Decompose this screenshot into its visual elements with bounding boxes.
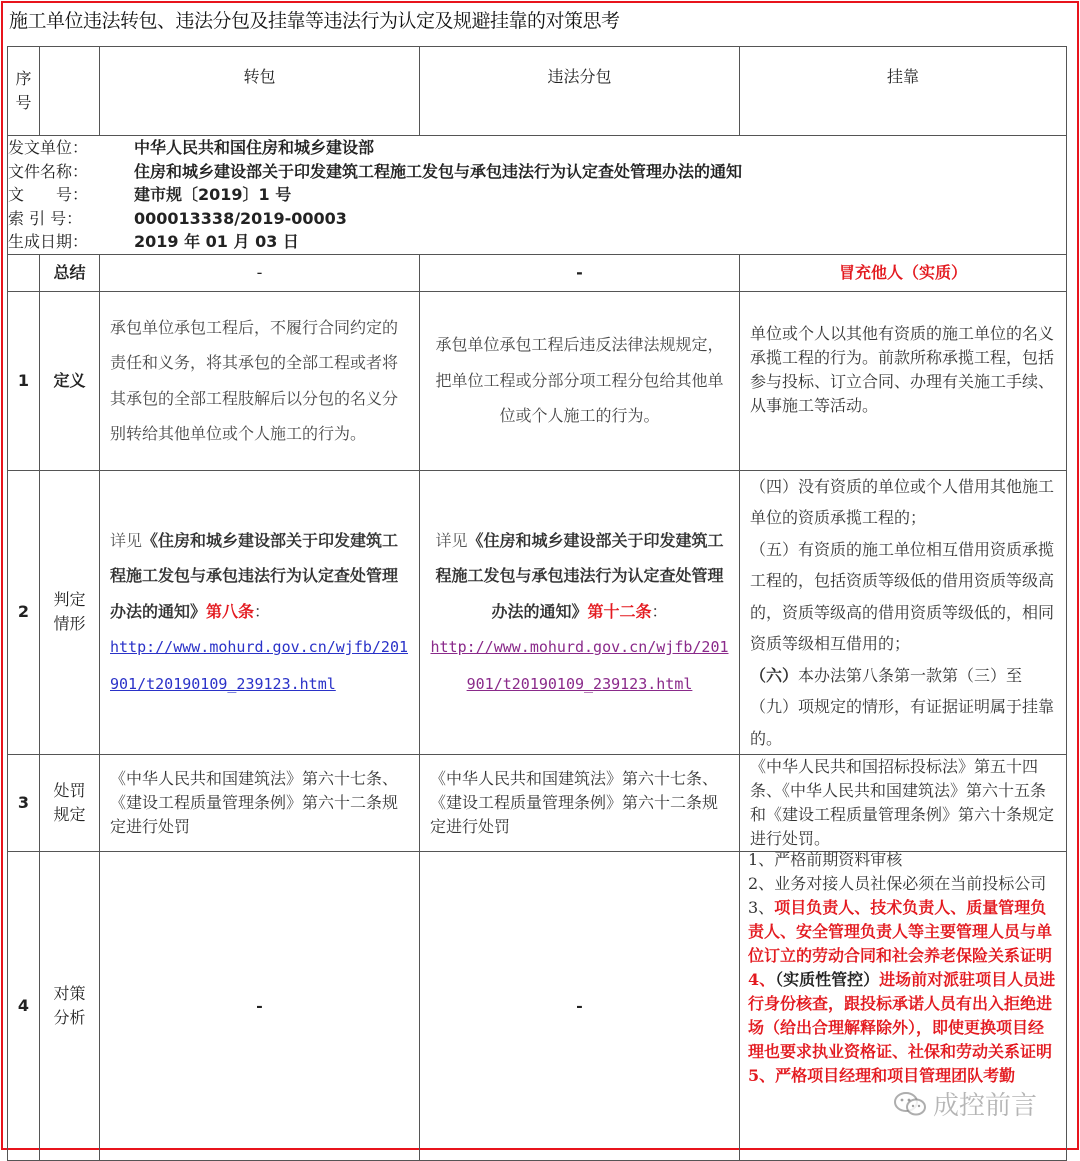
item-text: 严格前期资料审核 bbox=[774, 850, 903, 869]
colon: ： bbox=[254, 601, 271, 621]
row-label-line: 规定 bbox=[53, 805, 86, 824]
document-title: 施工单位违法转包、违法分包及挂靠等违法行为认定及规避挂靠的对策思考 bbox=[9, 10, 620, 32]
cell-text bbox=[740, 848, 1066, 1088]
header-seq bbox=[8, 47, 40, 136]
summary-label: 总结 bbox=[40, 254, 100, 291]
watermark-text: 成控前言 bbox=[933, 1091, 1038, 1121]
cell-guakao bbox=[740, 470, 1067, 755]
source-link[interactable]: http://www.mohurd.gov.cn/wjfb/201901/t20190109_239123.html bbox=[430, 638, 729, 693]
cell-guakao bbox=[740, 291, 1067, 470]
item-text: 严格项目经理和项目管理团队考勤 bbox=[775, 1066, 1016, 1085]
cell-text bbox=[740, 471, 1066, 755]
cell-fenbao bbox=[420, 755, 740, 852]
item-prefix: 2、 bbox=[748, 874, 775, 893]
table-row-penalty bbox=[8, 755, 1067, 852]
row-label-line: 情形 bbox=[53, 614, 86, 634]
criteria-item bbox=[750, 471, 1056, 534]
cell-lead: 详见 bbox=[435, 530, 468, 550]
header-guakao: 挂靠 bbox=[740, 47, 1067, 136]
table-row-criteria bbox=[8, 470, 1067, 755]
countermeasure-item bbox=[748, 848, 1058, 872]
cell-zhuanbao bbox=[100, 470, 420, 755]
header-row bbox=[8, 47, 1067, 136]
document-info bbox=[8, 136, 1067, 255]
cell-lead: 详见 bbox=[110, 530, 143, 550]
cell-zhuanbao bbox=[100, 291, 420, 470]
countermeasure-item bbox=[748, 968, 1058, 1064]
cell-text: 承包单位承包工程后，不履行合同约定的责任和义务，将其承包的全部工程或者将其承包的全部工程肢解后以分包的名义分别转给其他单位或个人施工的行为。 bbox=[110, 317, 399, 443]
info-label: 文 号： bbox=[8, 185, 89, 204]
item-tag: （实质性管控） bbox=[775, 970, 880, 989]
row-number: 3 bbox=[8, 755, 40, 852]
criteria-text: 没有资质的单位或个人借用其他施工单位的资质承揽工程的； bbox=[750, 476, 1055, 527]
table-row-definition bbox=[8, 291, 1067, 470]
article-reference: 第八条 bbox=[206, 601, 255, 621]
cell-text bbox=[100, 523, 419, 703]
header-seq-char: 序 bbox=[15, 69, 32, 88]
cell-guakao bbox=[740, 755, 1067, 852]
info-label: 生成日期： bbox=[8, 232, 89, 251]
header-label-blank bbox=[40, 47, 100, 136]
header-seq-char: 号 bbox=[15, 93, 32, 112]
row-label bbox=[40, 852, 100, 1161]
cell-text: 《中华人民共和国招标投标法》第五十四条、《中华人民共和国建筑法》第六十五条和《建设工程质量管理条例》第六十条规定进行处罚。 bbox=[750, 757, 1055, 848]
info-value: 2019 年 01 月 03 日 bbox=[134, 232, 299, 251]
row-label-line: 对策 bbox=[53, 984, 86, 1003]
cell-zhuanbao bbox=[100, 755, 420, 852]
countermeasure-item bbox=[748, 896, 1058, 968]
item-prefix: 5、 bbox=[748, 1066, 776, 1085]
info-value: 中华人民共和国住房和城乡建设部 bbox=[134, 138, 375, 157]
info-label: 索 引 号： bbox=[8, 208, 83, 228]
info-file-name bbox=[8, 160, 1066, 184]
header-fenbao: 违法分包 bbox=[420, 47, 740, 136]
item-prefix: 1、 bbox=[748, 850, 775, 869]
comparison-table bbox=[7, 46, 1067, 1161]
colon: ： bbox=[651, 601, 668, 621]
countermeasure-item bbox=[748, 1064, 1058, 1088]
criteria-item bbox=[750, 660, 1056, 755]
row-label bbox=[40, 470, 100, 755]
criteria-text: 有资质的施工单位相互借用资质承揽工程的，包括资质等级低的借用资质等级高的，资质等级高的借用资质等级低的，相同资质等级相互借用的； bbox=[750, 539, 1055, 653]
criteria-prefix: （四） bbox=[750, 476, 799, 496]
row-label-line: 判定 bbox=[53, 590, 86, 610]
summary-num bbox=[8, 254, 40, 291]
info-value: 住房和城乡建设部关于印发建筑工程施工发包与承包违法行为认定查处管理办法的通知 bbox=[134, 161, 743, 181]
info-issuer bbox=[8, 136, 1066, 160]
countermeasure-item bbox=[748, 872, 1058, 896]
row-label: 定义 bbox=[40, 291, 100, 470]
row-label-line: 分析 bbox=[53, 1008, 86, 1027]
document-info-row bbox=[8, 136, 1067, 255]
row-number: 1 bbox=[8, 291, 40, 470]
info-value: 建市规〔2019〕1 号 bbox=[134, 185, 292, 204]
article-reference: 第十二条 bbox=[587, 601, 652, 621]
row-label-line: 处罚 bbox=[53, 781, 86, 800]
item-prefix: 3、 bbox=[748, 898, 775, 917]
doc-reference: 《住房和城乡建设部关于印发建筑工程施工发包与承包违法行为认定查处管理办法的通知》 bbox=[435, 530, 724, 621]
summary-zhuanbao: - bbox=[100, 254, 420, 291]
cell-fenbao bbox=[420, 291, 740, 470]
row-number: 2 bbox=[8, 470, 40, 755]
cell-text: 《中华人民共和国建筑法》第六十七条、《建设工程质量管理条例》第六十二条规定进行处罚 bbox=[110, 769, 399, 836]
summary-fenbao: - bbox=[420, 254, 740, 291]
info-index-number bbox=[8, 207, 1066, 231]
source-link[interactable]: http://www.mohurd.gov.cn/wjfb/201901/t20190109_239123.html bbox=[110, 638, 409, 693]
row-number: 4 bbox=[8, 852, 40, 1161]
summary-guakao: 冒充他人（实质） bbox=[740, 254, 1067, 291]
cell-zhuanbao: - bbox=[100, 852, 420, 1161]
criteria-prefix: （五） bbox=[750, 539, 799, 559]
criteria-item bbox=[750, 534, 1056, 660]
cell-text: 单位或个人以其他有资质的施工单位的名义承揽工程的行为。前款所称承揽工程，包括参与投标、订立合同、办理有关施工手续、从事施工等活动。 bbox=[750, 323, 1055, 415]
table-row-countermeasures bbox=[8, 852, 1067, 1161]
criteria-text: 本办法第八条第一款第（三）至（九）项规定的情形，有证据证明属于挂靠的。 bbox=[750, 665, 1055, 748]
info-date bbox=[8, 230, 1066, 254]
item-prefix: 4、 bbox=[748, 970, 776, 989]
summary-row bbox=[8, 254, 1067, 291]
cell-text: 《中华人民共和国建筑法》第六十七条、《建设工程质量管理条例》第六十二条规定进行处罚 bbox=[430, 769, 719, 836]
cell-guakao bbox=[740, 852, 1067, 1161]
cell-text bbox=[420, 523, 739, 703]
row-label bbox=[40, 755, 100, 852]
item-text: 业务对接人员社保必须在当前投标公司 bbox=[774, 874, 1047, 893]
cell-text: 承包单位承包工程后违反法律法规规定，把单位工程或分部分项工程分包给其他单位或个人施工的行为。 bbox=[435, 335, 724, 426]
doc-reference: 《住房和城乡建设部关于印发建筑工程施工发包与承包违法行为认定查处管理办法的通知》 bbox=[110, 530, 399, 621]
cell-fenbao bbox=[420, 470, 740, 755]
info-label: 文件名称： bbox=[8, 161, 89, 181]
criteria-prefix: （六） bbox=[750, 665, 799, 685]
info-doc-number bbox=[8, 183, 1066, 207]
info-label: 发文单位： bbox=[8, 138, 89, 157]
info-value: 000013338/2019-00003 bbox=[134, 208, 347, 228]
item-text: 进场前对派驻项目人员进行身份核查，跟投标承诺人员有出入拒绝进场（给出合理解释除外），即使更换项目经理也要求执业资格证、社保和劳动关系证明 bbox=[748, 970, 1056, 1061]
header-zhuanbao: 转包 bbox=[100, 47, 420, 136]
item-text: 项目负责人、技术负责人、质量管理负责人、安全管理负责人等主要管理人员与单位订立的劳动合同和社会养老保险关系证明 bbox=[748, 898, 1053, 965]
cell-fenbao: - bbox=[420, 852, 740, 1161]
